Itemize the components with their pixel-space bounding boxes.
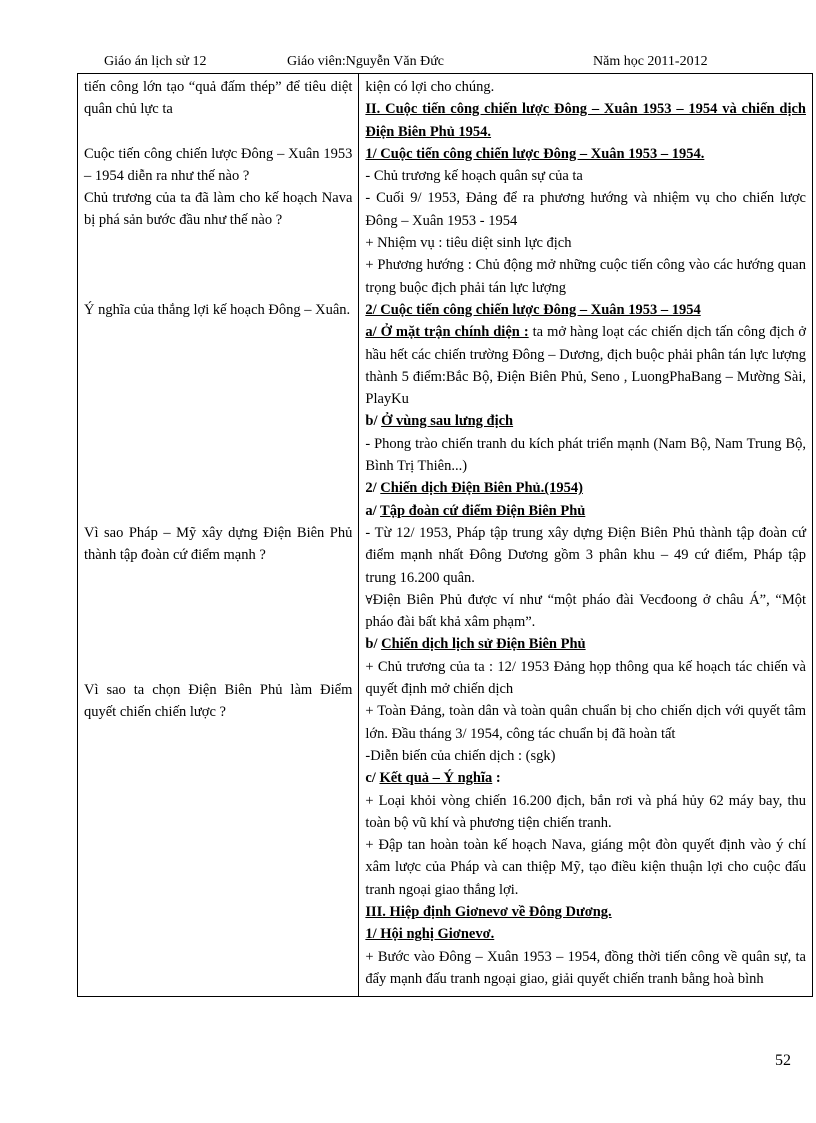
question-1: tiến công lớn tạo “quả đấm thép” để tiêu diệt quân chủ lực ta — [84, 79, 353, 118]
subsection-heading — [365, 410, 806, 432]
heading-text: Chiến dịch Điện Biên Phủ.(1954) — [380, 480, 583, 497]
section-heading-ii: II. Cuộc tiến công chiến lược Đông – Xuân 1953 – 1954 và chiến dịch Điện Biên Phủ 1954. — [365, 101, 806, 140]
content-line: + Nhiệm vụ : tiêu diệt sinh lực địch — [365, 235, 572, 252]
question-4: Ý nghĩa của thắng lợi kế hoạch Đông – Xuân. — [84, 301, 351, 318]
content-line: - Chủ trương kế hoạch quân sự của ta — [365, 168, 583, 185]
content-line: - Cuối 9/ 1953, Đảng để ra phương hướng và nhiệm vụ cho chiến lược Đông – Xuân 1953 - 1954 — [365, 190, 806, 229]
question-2: Cuộc tiến công chiến lược Đông – Xuân 1953 – 1954 diễn ra như thế nào ? — [84, 145, 353, 184]
content-line: + Loại khỏi vòng chiến 16.200 địch, bắn rơi và phá hủy 62 máy bay, thu toàn bộ vũ khí và phương tiện chiến tranh. — [365, 792, 806, 831]
subsection-heading — [365, 500, 806, 522]
lesson-table — [77, 73, 813, 997]
section-heading-iii: III. Hiệp định Giơnevơ về Đông Dương. — [365, 903, 612, 920]
content-column — [359, 74, 813, 997]
content-paragraph — [365, 589, 806, 634]
subsection-heading: 2/ Cuộc tiến công chiến lược Đông – Xuân 1953 – 1954 — [365, 301, 701, 318]
heading-prefix: a/ — [365, 502, 381, 519]
content-line: - Phong trào chiến tranh du kích phát triển mạnh (Nam Bộ, Nam Trung Bộ, Bình Trị Thiên...) — [365, 435, 806, 475]
content-line: - Từ 12/ 1953, Pháp tập trung xây dựng Điện Biên Phủ thành tập đoàn cứ điểm mạnh nhất Đông Dương gồm 3 phân khu – 49 cứ điểm, Pháp tập trung 16.200 quân. — [365, 524, 806, 586]
table-row — [78, 74, 813, 997]
inline-heading: a/ Ở mặt trận chính diện : — [365, 324, 529, 341]
heading-text: Ở vùng sau lưng địch — [381, 413, 514, 430]
content-line: + Toàn Đảng, toàn dân và toàn quân chuẩn bị cho chiến dịch với quyết tâm lớn. Đầu tháng 3/ 1954, công tác chuẩn bị đã hoàn tất — [365, 703, 806, 742]
content-line: + Bước vào Đông – Xuân 1953 – 1954, đồng thời tiến công về quân sự, ta đẩy mạnh đấu tranh ngoại giao, giải quyết chiến tranh bằng hoà bình — [365, 948, 806, 987]
heading-text: Chiến dịch lịch sử Điện Biên Phủ — [381, 636, 586, 653]
content-line: -Diễn biến của chiến dịch : (sgk) — [365, 747, 556, 764]
question-3: Chủ trương của ta đã làm cho kế hoạch Nava bị phá sản bước đầu như thế nào ? — [84, 190, 353, 229]
heading-text: Tập đoàn cứ điểm Điện Biên Phủ — [380, 502, 586, 519]
content-line: + Chủ trương của ta : 12/ 1953 Đảng họp thông qua kế hoạch tác chiến và quyết định mở chiến dịch — [365, 658, 806, 698]
arrow-bullet-icon: ∀ — [365, 592, 373, 607]
heading-prefix: b/ — [365, 636, 382, 653]
questions-column — [78, 74, 359, 997]
paragraph-text: ta mở hàng loạt các chiến dịch tấn công địch ở hầu hết các chiến trường Đông – Dương, địch buộc phải phân tán lực lượng thành 5 điểm:Bắc Bộ, Điện Biên Phủ, Seno , LuongPhaBang – Mường Sài, PlayKu — [365, 324, 807, 408]
content-line: + Đập tan hoàn toàn kế hoạch Nava, giáng một đòn quyết định vào ý chí xâm lược của Pháp và can thiệp Mỹ, tạo điều kiện thuận lợi cho cuộc đấu tranh ngoại giao thắng lợi. — [365, 837, 806, 898]
subsection-heading — [365, 633, 806, 655]
subsection-heading: 1/ Hội nghị Giơnevơ. — [365, 926, 495, 943]
heading-prefix: b/ — [365, 413, 382, 430]
paragraph-text: Điện Biên Phủ được ví như “một pháo đài Vecđoong ở châu Á”, “Một pháo đài bất khả xâm phạm”. — [365, 591, 806, 631]
page-header — [104, 54, 734, 72]
header-teacher: Giáo viên:Nguyễn Văn Đức — [287, 54, 445, 69]
header-school-year: Năm học 2011-2012 — [593, 54, 708, 69]
page-number: 52 — [775, 1052, 791, 1069]
heading-text: Kết quả – Ý nghĩa — [379, 770, 493, 787]
subsection-heading — [365, 767, 806, 789]
content-paragraph — [365, 321, 806, 410]
content-line: + Phương hướng : Chủ động mở những cuộc tiến công vào các hướng quan trọng buộc địch phải tán lực lượng — [365, 257, 806, 296]
subsection-heading — [365, 477, 806, 499]
heading-prefix: 2/ — [365, 480, 381, 497]
subsection-heading: 1/ Cuộc tiến công chiến lược Đông – Xuân 1953 – 1954. — [365, 145, 705, 162]
heading-prefix: c/ — [365, 770, 380, 787]
question-5: Vì sao Pháp – Mỹ xây dựng Điện Biên Phủ thành tập đoàn cứ điểm mạnh ? — [84, 525, 353, 564]
heading-suffix: : — [492, 770, 501, 787]
header-subject: Giáo án lịch sử 12 — [104, 54, 207, 69]
content-line: kiện có lợi cho chúng. — [365, 79, 495, 95]
question-6: Vì sao ta chọn Điện Biên Phủ làm Điểm quyết chiến chiến lược ? — [84, 681, 353, 720]
